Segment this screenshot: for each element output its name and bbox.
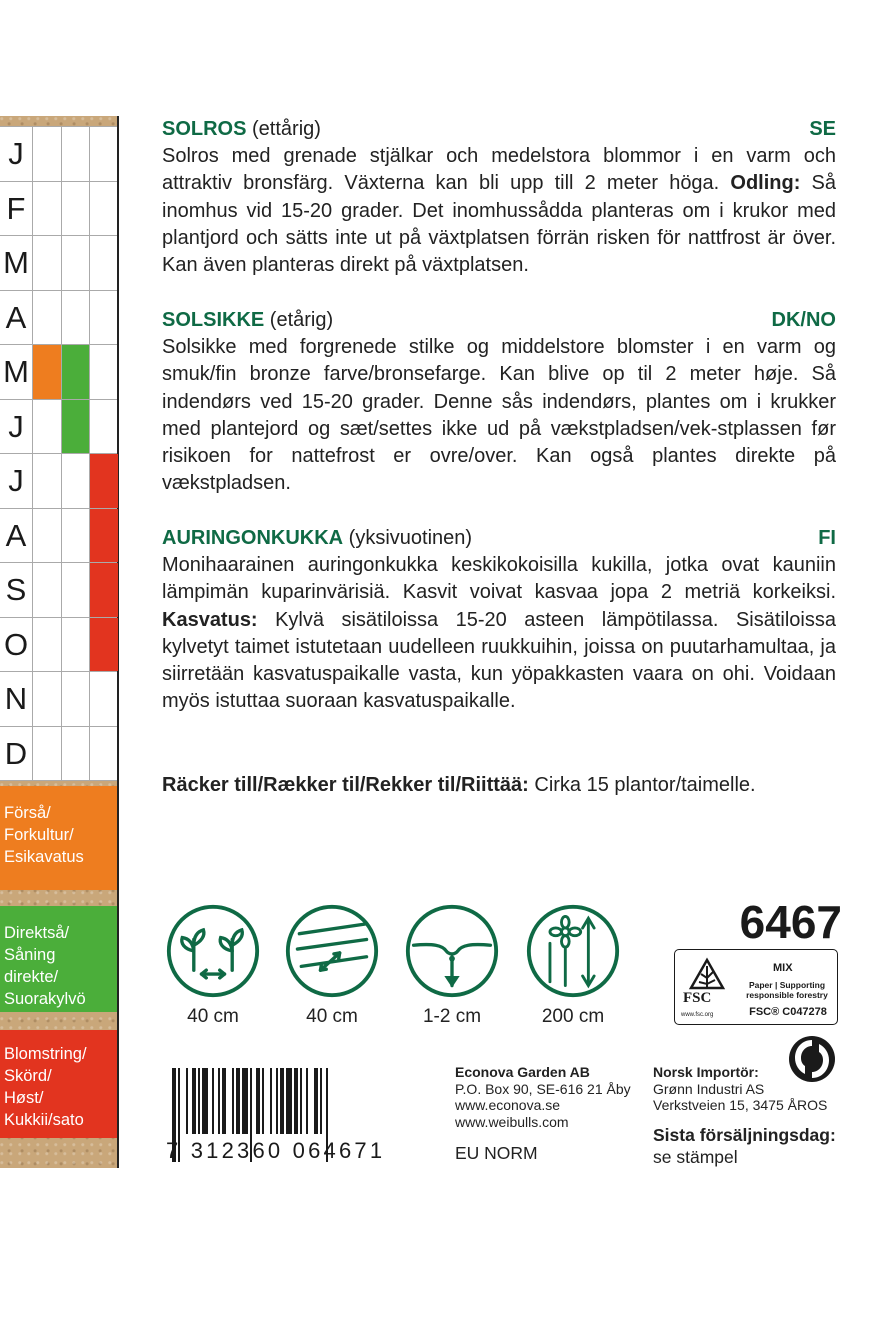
- sowing-calendar: [0, 126, 117, 781]
- barcode-bar: [294, 1068, 298, 1134]
- company-postal: P.O. Box 90, SE-616 21 Åby: [455, 1080, 631, 1097]
- section-heading: [162, 524, 836, 552]
- section-danish-norwegian: [162, 306, 836, 498]
- calendar-cell: [61, 345, 90, 399]
- plant-height-icon: [525, 903, 621, 999]
- section-swedish: [162, 115, 836, 279]
- article-number: 6467: [739, 896, 842, 948]
- calendar-cell: [32, 400, 61, 454]
- legend-line: Förså/: [4, 804, 51, 822]
- barcode-bar: [186, 1068, 188, 1134]
- month-letter: J: [8, 136, 24, 171]
- calendar-cell: [32, 618, 61, 672]
- yield-info: [162, 771, 842, 799]
- month-letter: M: [3, 354, 29, 389]
- calendar-month-row: [0, 400, 117, 455]
- calendar-month-row: [0, 454, 117, 509]
- calendar-cell: [89, 454, 118, 508]
- section-title: SOLROS: [162, 118, 247, 140]
- section-subtitle: (etårig): [264, 309, 334, 331]
- barcode-bar: [276, 1068, 278, 1134]
- fsc-url: www.fsc.org: [681, 1012, 714, 1018]
- last-sale-value: se stämpel: [653, 1147, 738, 1167]
- barcode-bar: [212, 1068, 214, 1134]
- month-letter: J: [8, 408, 24, 444]
- calendar-cell: [32, 454, 61, 508]
- plant-spacing-label: 40 cm: [187, 1006, 239, 1027]
- legend-line: Blomstring/: [4, 1045, 87, 1063]
- month-letter: A: [5, 517, 27, 553]
- barcode-bar: [242, 1068, 248, 1134]
- calendar-cell: [89, 127, 118, 181]
- calendar-cell: [32, 345, 61, 399]
- row-spacing-label: 40 cm: [306, 1006, 358, 1027]
- legend-line: Såning: [4, 946, 56, 964]
- body-text: Monihaarainen auringonkukka keskikokoisilla kukilla, jotka ovat kauniin lämpimän kuparinvärisiä. Kasvit voivat kasvaa jopa 2 metriä korkeiksi.: [162, 554, 836, 604]
- calendar-cell: [61, 672, 90, 726]
- legend-line: Forkultur/: [4, 826, 74, 844]
- body-text: Så inomhus vid 15-20 grader. Det inomhussådda planteras om i krukor med plantjord och sätts inte ut på växtplatsen förrän risken för nattfrost är över. Kan även planteras direkt på växtplatsen.: [162, 172, 836, 277]
- calendar-month-row: [0, 126, 117, 182]
- fsc-wordmark: FSC: [683, 990, 712, 1006]
- legend-line: Esikavatus: [4, 848, 84, 866]
- calendar-cell: [32, 182, 61, 236]
- section-body: Solsikke med forgrenede stilke og middelstore blomster i en varm og smuk/fin bronze farve/bronsefarge. Kan blive op til 2 meter høje. Så indendørs ved 15-20 grader. Denne sås indendørs, plantes om i krukker med plantejord og sæt/settes ikke ud på vækstpladsen/vek-stplassen før risikoen for nattefrost er ovre/over. Kan også plantes direkte på vækstpladsen.: [162, 336, 836, 495]
- section-subtitle: (ettårig): [246, 118, 321, 140]
- barcode-bar: [286, 1068, 292, 1134]
- calendar-month-row: [0, 727, 117, 782]
- fsc-mix: MIX: [773, 962, 793, 974]
- calendar-cell: [89, 563, 118, 617]
- importer-street: Verkstveien 15, 3475 ÅROS: [653, 1097, 828, 1113]
- calendar-cell: [32, 563, 61, 617]
- barcode-bar: [232, 1068, 234, 1134]
- calendar-month-row: [0, 291, 117, 346]
- calendar-cell: [32, 291, 61, 345]
- calendar-cell: [89, 236, 118, 290]
- section-title: AURINGONKUKKA: [162, 527, 344, 549]
- body-bold: Kasvatus:: [162, 608, 258, 631]
- calendar-cell: [89, 618, 118, 672]
- barcode-bar: [192, 1068, 196, 1134]
- month-letter: D: [4, 735, 28, 771]
- barcode-bar: [314, 1068, 318, 1134]
- language-code: DK/NO: [771, 309, 836, 331]
- month-letter: S: [5, 572, 27, 607]
- fsc-tree-icon: [685, 954, 729, 990]
- month-letter: J: [8, 463, 24, 498]
- legend-line: Skörd/: [4, 1067, 52, 1085]
- barcode-bar: [236, 1068, 240, 1134]
- company-web: www.weibulls.com: [455, 1113, 569, 1130]
- calendar-cell: [89, 345, 118, 399]
- calendar-cell: [61, 563, 90, 617]
- calendar-cell: [61, 291, 90, 345]
- calendar-cell: [89, 509, 118, 563]
- barcode-bar: [306, 1068, 308, 1134]
- calendar-month-row: [0, 182, 117, 237]
- calendar-month-row: [0, 345, 117, 400]
- calendar-cell: [61, 182, 90, 236]
- calendar-month-row: [0, 672, 117, 727]
- calendar-cell: [32, 509, 61, 563]
- month-letter: O: [3, 626, 29, 662]
- plant-height-label: 200 cm: [541, 1006, 605, 1027]
- calendar-cell: [61, 236, 90, 290]
- legend-line: Høst/: [4, 1089, 44, 1107]
- section-heading: [162, 306, 836, 334]
- section-heading: [162, 115, 836, 143]
- yield-label: Räcker till/Rækker til/Rekker til/Riittää:: [162, 774, 529, 796]
- calendar-cell: [32, 672, 61, 726]
- barcode-bar: [300, 1068, 302, 1134]
- barcode-bar: [270, 1068, 272, 1134]
- company-address: [455, 1064, 645, 1130]
- company-web: www.econova.se: [455, 1097, 561, 1113]
- section-body: [162, 552, 836, 716]
- section-subtitle: (yksivuotinen): [343, 527, 473, 549]
- calendar-cell: [32, 127, 61, 181]
- calendar-cell: [32, 727, 61, 781]
- calendar-cell: [61, 400, 90, 454]
- yield-value: Cirka 15 plantor/taimelle.: [528, 774, 756, 796]
- language-code: SE: [809, 118, 836, 140]
- legend-bloom: [0, 1030, 117, 1138]
- calendar-cell: [61, 454, 90, 508]
- importer-title: Norsk Importör:: [653, 1064, 759, 1080]
- fsc-code: FSC® C047278: [749, 1006, 827, 1018]
- month-letter: F: [6, 190, 26, 226]
- last-sale-date: [653, 1124, 836, 1168]
- calendar-cell: [89, 291, 118, 345]
- calendar-cell: [61, 127, 90, 181]
- calendar-cell: [61, 727, 90, 781]
- legend-direct-sow: [0, 906, 117, 1012]
- section-body: [162, 143, 836, 279]
- calendar-cell: [89, 182, 118, 236]
- importer-name: Grønn Industri AS: [653, 1080, 765, 1097]
- body-text: Solros med grenade stjälkar och medelstora blommor i en varm och attraktiv bronsfärg. Växterna kan bli upp till 2 meter höga.: [162, 145, 836, 195]
- section-title: SOLSIKKE: [162, 309, 265, 331]
- calendar-cell: [89, 400, 118, 454]
- fsc-label: [674, 949, 838, 1025]
- calendar-month-row: [0, 618, 117, 673]
- calendar-month-row: [0, 563, 117, 618]
- legend-line: Suorakylvö: [4, 990, 86, 1008]
- legend-line: Kukkii/sato: [4, 1111, 84, 1129]
- calendar-cell: [89, 672, 118, 726]
- month-letter: A: [5, 299, 27, 335]
- legend-presow: [0, 786, 117, 890]
- barcode-bar: [202, 1068, 208, 1134]
- calendar-cell: [32, 236, 61, 290]
- language-code: FI: [818, 527, 836, 549]
- barcode-bar: [280, 1068, 284, 1134]
- barcode-bar: [256, 1068, 260, 1134]
- barcode-bar: [222, 1068, 226, 1134]
- last-sale-label: Sista försäljningsdag:: [653, 1125, 836, 1145]
- barcode-bar: [262, 1068, 264, 1134]
- fsc-description: [739, 980, 835, 1000]
- barcode-bar: [198, 1068, 200, 1134]
- body-text: Kylvä sisätiloissa 15-20 asteen lämpötilassa. Sisätiloissa kylvetyt taimet istutetaan uudelleen ruukkuihin, joissa on puutarhamultaa, ja siirretään kasvatuspaikalle vasta, kun yöpakkasten vaara on ohi. Voidaan myös istuttaa suoraan kasvatuspaikalle.: [162, 608, 836, 713]
- row-spacing-icon: [284, 903, 380, 999]
- calendar-month-row: [0, 236, 117, 291]
- company-name: Econova Garden AB: [455, 1064, 590, 1080]
- body-bold: Odling:: [730, 172, 801, 195]
- month-letter: N: [4, 681, 28, 716]
- eu-norm: EU NORM: [455, 1143, 538, 1163]
- sowing-depth-label: 1-2 cm: [422, 1006, 482, 1027]
- barcode-bar: [218, 1068, 220, 1134]
- barcode-number: 7 312360 064671: [166, 1138, 386, 1163]
- legend-line: direkte/: [4, 968, 59, 986]
- section-finnish: [162, 524, 836, 716]
- calendar-cell: [61, 618, 90, 672]
- fsc-desc-line: Paper | Supporting: [748, 980, 826, 990]
- plant-spacing-icon: [165, 903, 261, 999]
- legend-line: Direktså/: [4, 924, 70, 942]
- calendar-cell: [89, 727, 118, 781]
- barcode-bar: [320, 1068, 322, 1134]
- calendar-cell: [61, 509, 90, 563]
- fsc-desc-line: responsible forestry: [746, 990, 828, 1000]
- green-dot-recycle-icon: [787, 1034, 837, 1084]
- sowing-depth-icon: [404, 903, 500, 999]
- month-letter: M: [3, 245, 29, 280]
- calendar-month-row: [0, 509, 117, 564]
